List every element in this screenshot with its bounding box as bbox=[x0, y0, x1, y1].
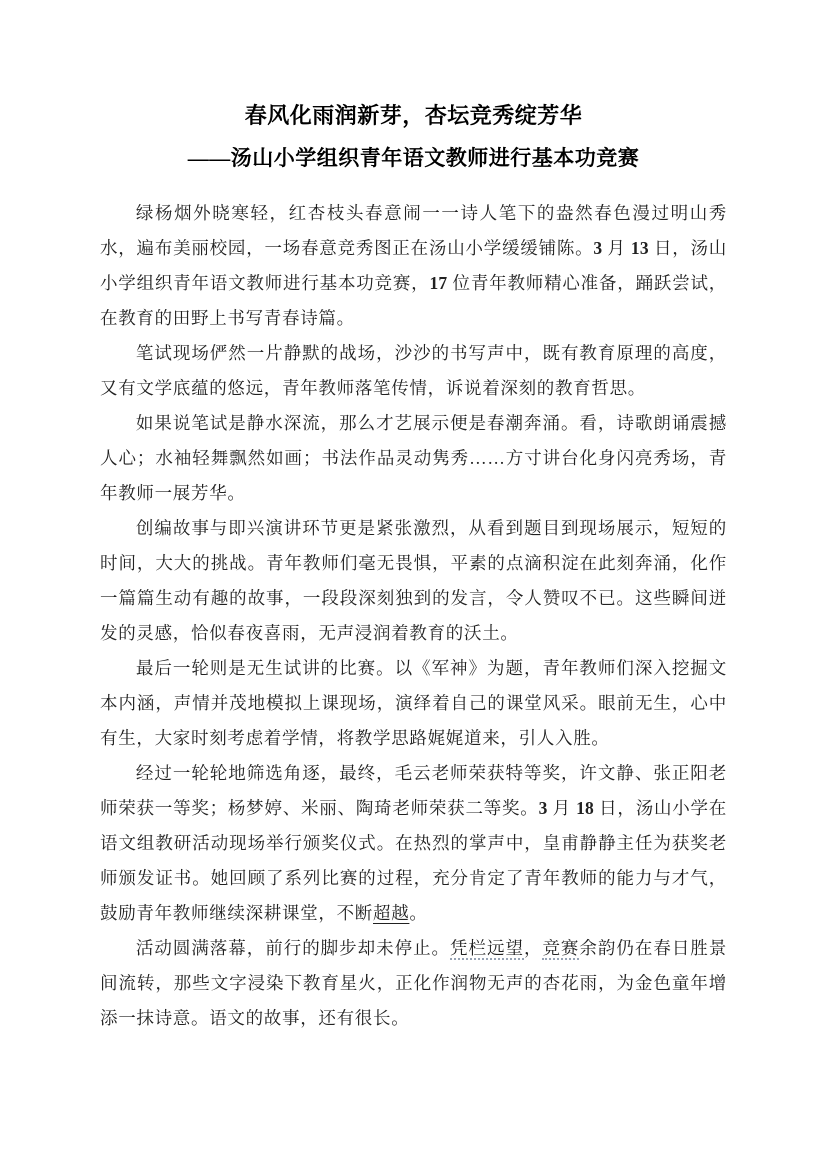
text-run: 凭栏远望 bbox=[450, 938, 524, 958]
paragraph bbox=[100, 651, 727, 756]
text-run: 创编故事与即兴演讲环节更是紧张激烈，从看到题目到现场展示，短短的时间，大大的挑战。青年教师们毫无畏惧，平素的点滴积淀在此刻奔涌，化作一篇篇生动有趣的故事，一段段深刻独到的发言，令人赞叹不已。这些瞬间迸发的灵感，恰似春夜喜雨，无声浸润着教育的沃土。 bbox=[100, 518, 727, 643]
text-run: 笔试现场俨然一片静默的战场，沙沙的书写声中，既有教育原理的高度，又有文学底蕴的悠远，青年教师落笔传情，诉说着深刻的教育哲思。 bbox=[100, 343, 727, 398]
text-run: 超越 bbox=[373, 903, 410, 923]
paragraph bbox=[100, 756, 727, 931]
text-run: 活动圆满落幕，前行的脚步却未停止。 bbox=[135, 938, 451, 958]
text-run: 3 bbox=[593, 238, 603, 258]
text-run: 经过一轮轮地筛选角逐，最终，毛云老师荣获特等奖，许文静、张正阳老师荣获一等奖；杨梦婷、米丽、陶琦老师荣获二等奖。 bbox=[100, 763, 727, 818]
document-body bbox=[100, 196, 727, 1036]
text-run: 17 bbox=[429, 273, 448, 293]
text-run: 日，汤山小学组织青年语文教师进行基本功竞赛， bbox=[100, 238, 727, 293]
text-run: 日，汤山小学在语文组教研活动现场举行颁奖仪式。在热烈的掌声中，皇甫静静主任为获奖老师颁发证书。她回顾了系列比赛的过程，充分肯定了青年教师的能力与才气，鼓励青年教师继续深耕课堂，不断 bbox=[100, 798, 727, 923]
text-run: 如果说笔试是静水深流，那么才艺展示便是春潮奔涌。看，诗歌朗诵震撼人心；水袖轻舞飘然如画；书法作品灵动隽秀……方寸讲台化身闪亮秀场，青年教师一展芳华。 bbox=[100, 413, 727, 503]
paragraph bbox=[100, 406, 727, 511]
text-run: ， bbox=[523, 938, 543, 958]
text-run: 位青年教师精心准备，踊跃尝试，在教育的田野上书写青春诗篇。 bbox=[100, 273, 727, 328]
text-run: 余韵仍在春日胜景间流转，那些文字浸染下教育星火，正化作润物无声的杏花雨，为金色童年增添一抹诗意。语文的故事，还有很长。 bbox=[100, 938, 727, 1028]
text-run: 13 bbox=[630, 238, 649, 258]
text-run: 18 bbox=[576, 798, 594, 818]
text-run: 月 bbox=[602, 238, 631, 258]
text-run: 绿杨烟外晓寒轻，红杏枝头春意闹一一诗人笔下的盎然春色漫过明山秀水，遍布美丽校园，一场春意竞秀图正在汤山小学缓缓铺陈。 bbox=[100, 203, 727, 258]
document-title: 春风化雨润新芽，杏坛竞秀绽芳华 bbox=[244, 103, 583, 128]
paragraph bbox=[100, 196, 727, 336]
paragraph bbox=[100, 931, 727, 1036]
text-run: 月 bbox=[547, 798, 577, 818]
paragraph bbox=[100, 511, 727, 651]
document-subtitle: ——汤山小学组织青年语文教师进行基本功竞赛 bbox=[187, 146, 640, 170]
text-run: 。 bbox=[409, 903, 428, 923]
text-run: 3 bbox=[538, 798, 548, 818]
text-run: 竞赛 bbox=[542, 938, 580, 958]
paragraph bbox=[100, 336, 727, 406]
text-run: 最后一轮则是无生试讲的比赛。以《军神》为题，青年教师们深入挖掘文本内涵，声情并茂地模拟上课现场，演绎着自己的课堂风采。眼前无生，心中有生，大家时刻考虑着学情，将教学思路娓娓道来，引人入胜。 bbox=[100, 658, 727, 748]
